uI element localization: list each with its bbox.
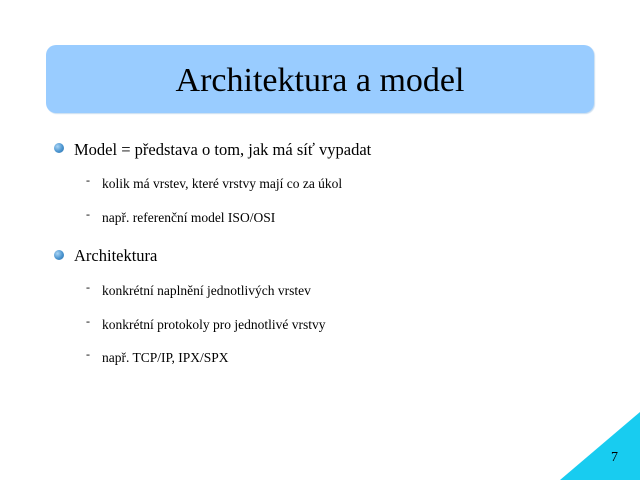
subitem-text: konkrétní naplnění jednotlivých vrstev <box>102 283 311 298</box>
dash-icon: - <box>86 314 90 328</box>
bullet-text: Model = představa o tom, jak má síť vypadat <box>74 140 372 159</box>
corner-decoration <box>560 412 640 480</box>
bullet-text: Architektura <box>74 246 158 265</box>
subitem-text: např. TCP/IP, IPX/SPX <box>102 350 229 365</box>
bullet-icon <box>54 250 64 260</box>
bullet-icon <box>54 143 64 153</box>
dash-icon: - <box>86 280 90 294</box>
subitem-text: např. referenční model ISO/OSI <box>102 210 276 225</box>
slide-title: Architektura a model <box>175 62 465 99</box>
dash-icon: - <box>86 347 90 361</box>
subitem-text: kolik má vrstev, které vrstvy mají co za úkol <box>102 176 343 191</box>
subitem-text: konkrétní protokoly pro jednotlivé vrstvy <box>102 317 326 332</box>
dash-icon: - <box>86 173 90 187</box>
slide-title-box <box>46 45 594 113</box>
dash-icon: - <box>86 207 90 221</box>
page-number: 7 <box>611 450 618 465</box>
